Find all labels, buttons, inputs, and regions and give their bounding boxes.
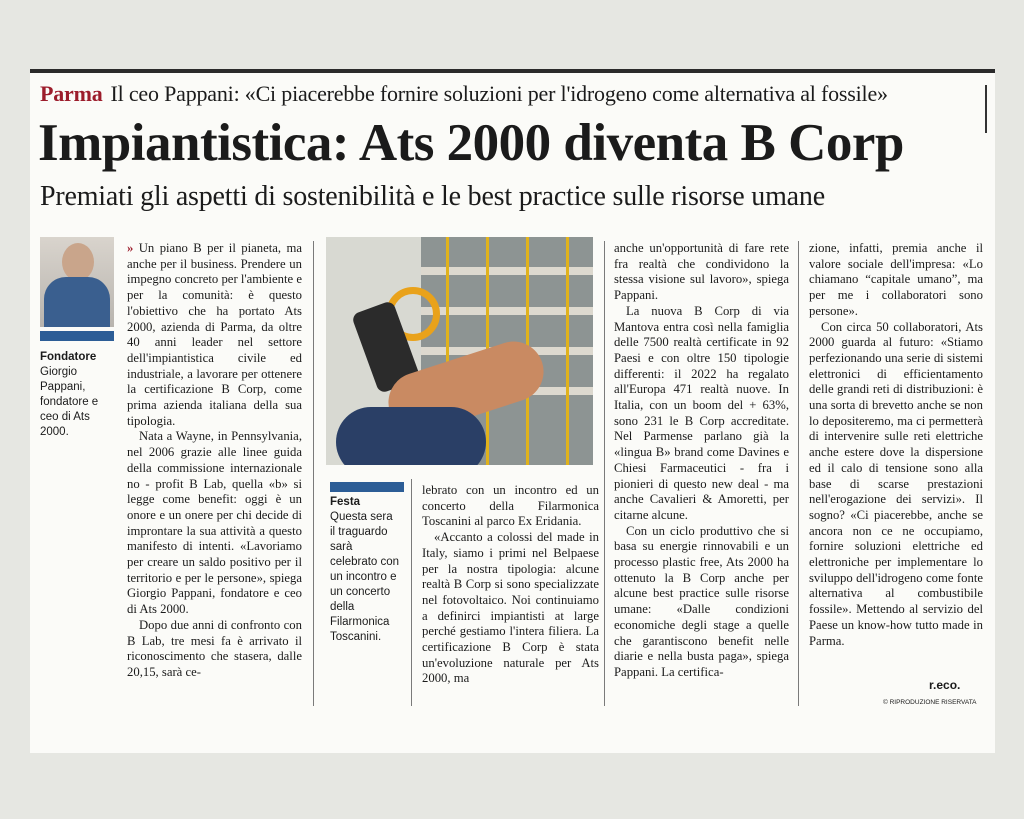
festa-caption-bar [330,482,404,492]
paragraph: anche un'opportunità di fare rete fra realtà che condividono la stessa visione sul lavoro», spiega Pappani. [614,241,789,303]
column-4 [809,241,983,649]
column-divider [411,479,412,706]
kicker-place: Parma [40,81,103,106]
kicker-text: Il ceo Pappani: «Ci piacerebbe fornire soluzioni per l'idrogeno come alternativa al fossile» [110,81,888,106]
paragraph: Con un ciclo produttivo che si basa su energie rinnovabili e un processo plastic free, Ats 2000 ha ottenuto la B Corp anche per alcune best practice sulle risorse umane: «Dalle condizioni economiche degli stage a quelle che garantiscono benefit nelle diarie e nella busta paga», spiega Pappani. La certifica- [614,523,789,679]
column-divider [313,241,314,706]
festa-caption [330,495,400,645]
paragraph: zione, infatti, premia anche il valore sociale dell'impresa: «Lo chiamano “capitale umano”, ma per me i collaboratori sono persone». [809,241,983,318]
column-1 [127,241,302,681]
founder-caption-bar [40,331,114,341]
founder-caption-title: Fondatore [40,351,97,363]
founder-caption [40,350,118,440]
founder-body-shape [44,277,110,327]
column-divider [604,241,605,706]
paragraph: lebrato con un incontro ed un concerto della Filarmonica Toscanini al parco Ex Eridania. [422,483,599,529]
author-signoff: r.eco. [929,678,961,692]
sleeve [336,407,486,465]
newspaper-clipping [30,69,995,753]
kicker [40,81,888,107]
founder-caption-text: Giorgio Pappani, fondatore e ceo di Ats 2000. [40,366,99,438]
paragraph: Con circa 50 collaboratori, Ats 2000 guarda al futuro: «Stiamo perfezionando una serie di sistemi elettronici di efficientamento delle grandi reti di distribuzioni: è una sorta di brevetto anche se non lo depositeremo, ma ci permetterà di intervenire sulle reti elettriche anche estere dove la dispersione ed il calo di tensione sono alla base di scarse prestazioni nell'erogazione dei servizi». Il sogno? «Ci piacerebbe, anche se ancora non ce ne occupiamo, fornire soluzioni elettriche ed elettroniche per implementare lo sviluppo dell'idrogeno come fonte alternativa al combustibile fossile». Mettendo al servizio del Paese un know-how tutto made in Parma. [809,319,983,648]
paragraph-text: Un piano B per il pianeta, ma anche per il business. Prendere un impegno concreto per l'ambiente e per la comunità: è questo l'obiettivo che ha portato Ats 2000, azienda di Parma, da oltre 40 anni leader nel settore dell'impiantistica civile ed industriale, a lavorare per ottenere la certificazione B Corp, come prima azienda italiana della sua tipologia. [127,241,302,428]
paragraph: La nuova B Corp di via Mantova entra così nella famiglia delle 7500 realtà certificate in 92 Paesi e con oltre 150 tipologie differenti: il 2022 ha regalato all'Europa 471 realtà nuove. In Italia, con un boom del + 63%, sono 231 le B Corp accreditate. Nel Parmense parlano già la «lingua B» brand come Davines e Chiesi Farmaceutici - fra i pionieri di questo new deal - ma anche Cavalieri & Amoretti, per citarne alcune. [614,303,789,522]
electrician-photo [326,237,593,465]
reproduction-notice: © RIPRODUZIONE RISERVATA [883,699,977,706]
bullet-mark-icon: » [127,241,134,255]
column-3 [614,241,789,681]
paragraph: Nata a Wayne, in Pennsylvania, nel 2006 grazie alle linee guida della commissione internazionale no - profit B Lab, quella «b» si legge come benefit: oggi è un onore e un onere per chi decide di improntare la sua attività a questo manifesto di intenti. «Lavoriamo per creare un saldo positivo per il territorio e per le persone», spiega Giorgio Pappani, fondatore e ceo di Ats 2000. [127,429,302,617]
paragraph [127,241,302,429]
paragraph: Dopo due anni di confronto con B Lab, tre mesi fa è arrivato il riconoscimento che stasera, dalle 20,15, sarà ce- [127,617,302,679]
column-2 [422,483,599,687]
festa-caption-title: Festa [330,496,361,508]
paragraph: «Accanto a colossi del made in Italy, siamo i primi nel Belpaese per la nostra tipologia: alcune realtà B Corp si sono specializzate nel fotovoltaico. Noi continuiamo a definirci impiantisti at large perché gestiamo l'intera filiera. La certificazione B Corp è stata un'evoluzione naturale per Ats 2000, ma [422,530,599,686]
wire [566,237,569,465]
founder-head-shape [62,243,94,281]
top-rule [30,69,995,73]
festa-caption-text: Questa sera il traguardo sarà celebrato con un incontro e un concerto della Filarmonica Toscanini. [330,511,400,643]
founder-photo [40,237,114,327]
column-divider [798,241,799,706]
subheadline: Premiati gli aspetti di sostenibilità e le best practice sulle risorse umane [40,181,825,212]
vertical-rule [985,85,987,133]
headline: Impiantistica: Ats 2000 diventa B Corp [38,114,904,172]
